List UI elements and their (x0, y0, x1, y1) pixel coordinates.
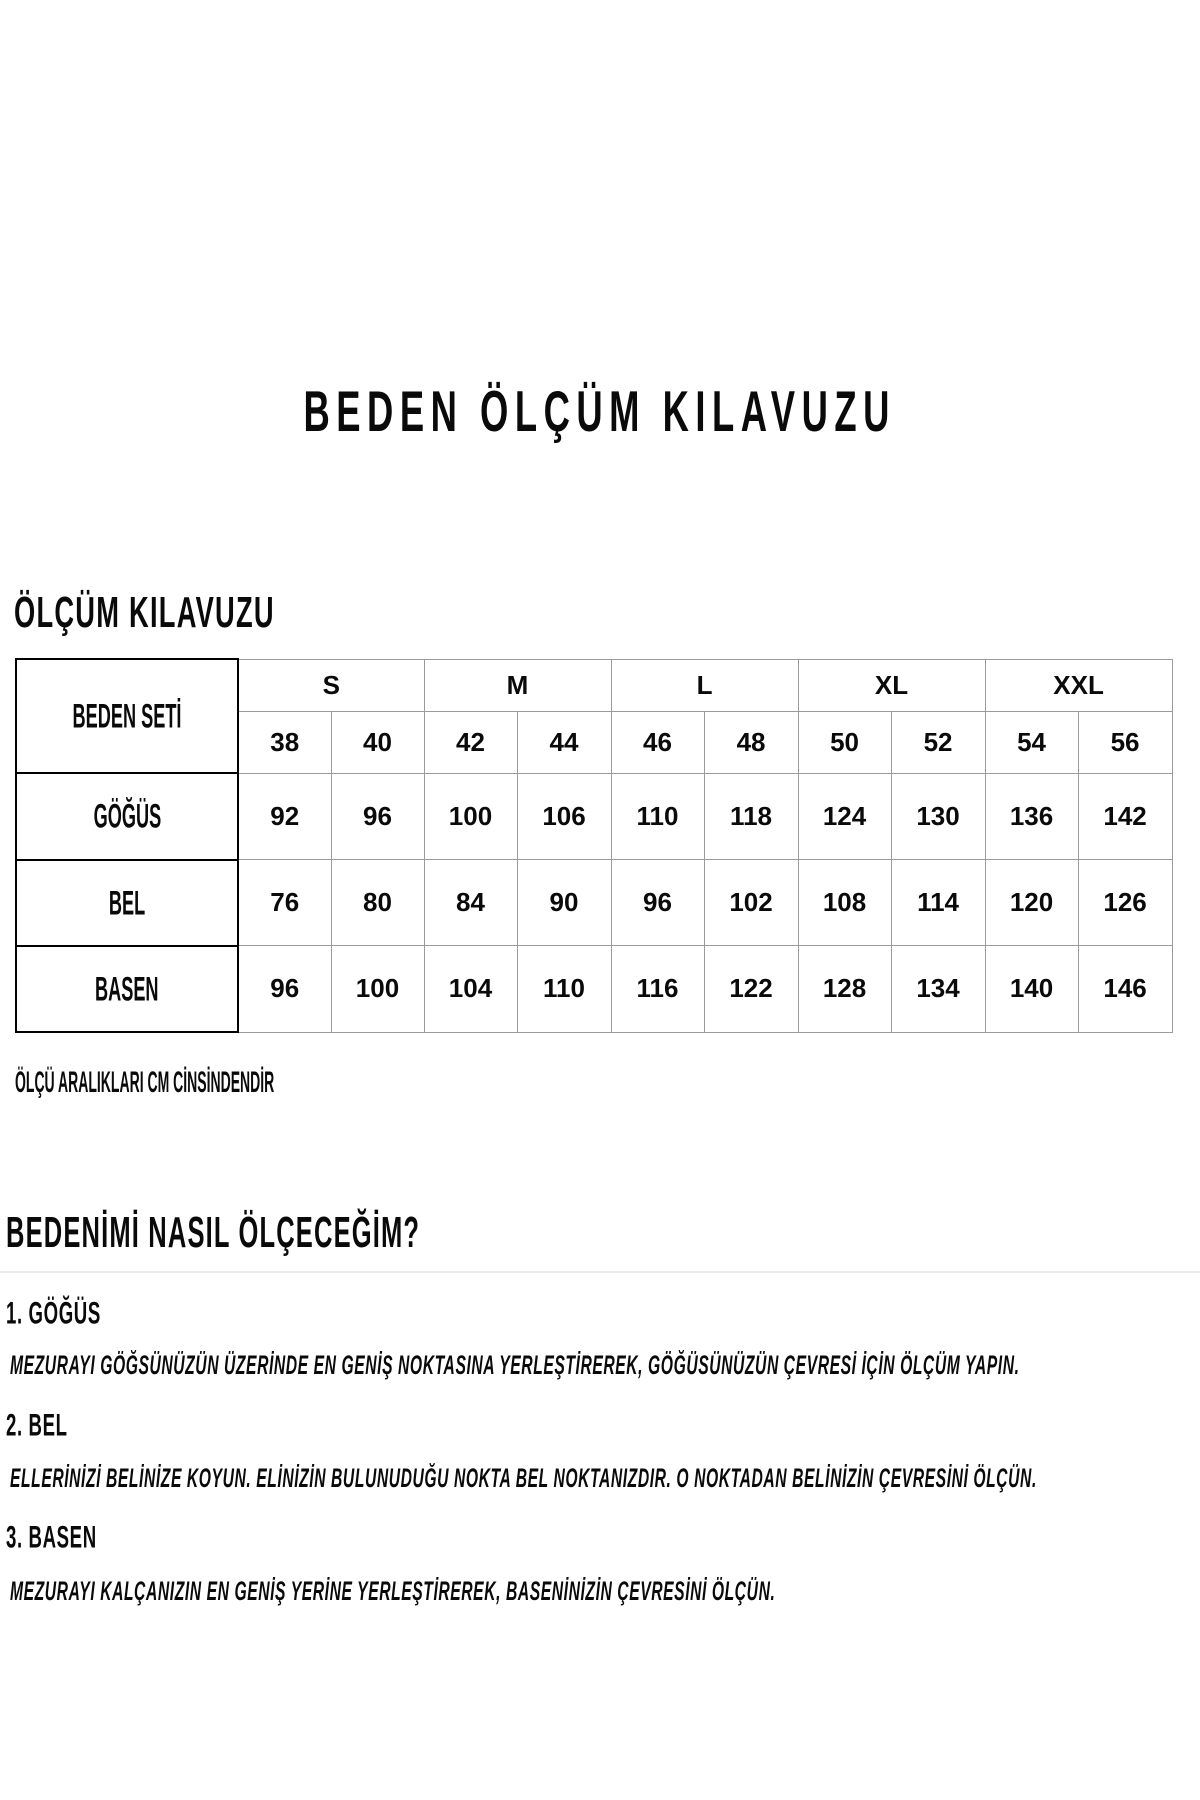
table-row-basen (16, 946, 1172, 1032)
table-row-bel (16, 860, 1172, 946)
measurement-value-cell: 102 (704, 860, 798, 946)
measurement-value-cell: 104 (424, 946, 517, 1032)
measurement-value-cell: 96 (331, 773, 424, 859)
measurement-value-cell: 130 (891, 773, 985, 859)
step-1-text: MEZURAYI GÖĞSÜNÜZÜN ÜZERİNDE EN GENİŞ NOKTASINA YERLEŞTİREREK, GÖĞÜSÜNÜZÜN ÇEVRESİ İÇİN ÖLÇÜM YAPIN. (10, 1350, 1020, 1380)
measurement-value-cell: 96 (238, 946, 331, 1032)
measurement-value-cell: 126 (1078, 860, 1172, 946)
measurement-value-cell: 110 (611, 773, 704, 859)
size-number-cell: 50 (798, 711, 891, 773)
size-number-cell: 42 (424, 711, 517, 773)
corner-cell-beden-seti: BEDEN SETİ (16, 659, 238, 773)
table-row-size-groups (16, 659, 1172, 711)
units-note: ÖLÇÜ ARALIKLARI CM CİNSİNDENDİR (15, 1066, 275, 1099)
step-2-text: ELLERİNİZİ BELİNİZE KOYUN. ELİNİZİN BULUNUDUĞU NOKTA BEL NOKTANIZDIR. O NOKTADAN BELİNİZİN ÇEVRESİNİ ÖLÇÜN. (10, 1463, 1037, 1493)
size-number-cell: 44 (517, 711, 611, 773)
measurement-value-cell: 100 (424, 773, 517, 859)
measurement-value-cell: 146 (1078, 946, 1172, 1032)
size-group-cell: M (424, 659, 611, 711)
page-title-text: BEDEN ÖLÇÜM KILAVUZU (303, 379, 897, 444)
step-3-text: MEZURAYI KALÇANIZIN EN GENİŞ YERİNE YERLEŞTİREREK, BASENİNİZİN ÇEVRESİNİ ÖLÇÜN. (10, 1576, 776, 1606)
size-group-cell: XXL (985, 659, 1172, 711)
measurement-value-cell: 114 (891, 860, 985, 946)
measurement-value-cell: 116 (611, 946, 704, 1032)
size-group-cell: L (611, 659, 798, 711)
measurement-value-cell: 118 (704, 773, 798, 859)
measurement-value-cell: 108 (798, 860, 891, 946)
row-label: GÖĞÜS (16, 773, 238, 859)
measurement-value-cell: 120 (985, 860, 1078, 946)
table-row-gogus (16, 773, 1172, 859)
measurement-value-cell: 92 (238, 773, 331, 859)
measurement-value-cell: 100 (331, 946, 424, 1032)
row-label: BASEN (16, 946, 238, 1032)
measurement-value-cell: 84 (424, 860, 517, 946)
measurement-value-cell: 128 (798, 946, 891, 1032)
step-1-title: 1. GÖĞÜS (6, 1296, 101, 1331)
size-group-cell: XL (798, 659, 985, 711)
size-number-cell: 40 (331, 711, 424, 773)
measurement-value-cell: 142 (1078, 773, 1172, 859)
measurement-value-cell: 96 (611, 860, 704, 946)
measurement-value-cell: 134 (891, 946, 985, 1032)
step-2-title: 2. BEL (6, 1408, 68, 1443)
size-number-cell: 46 (611, 711, 704, 773)
measurement-value-cell: 140 (985, 946, 1078, 1032)
row-label: BEL (16, 860, 238, 946)
size-group-cell: S (238, 659, 424, 711)
measurement-value-cell: 136 (985, 773, 1078, 859)
size-number-cell: 56 (1078, 711, 1172, 773)
size-number-cell: 52 (891, 711, 985, 773)
how-to-heading: BEDENİMİ NASIL ÖLÇECEĞİM? (6, 1208, 421, 1257)
measurement-value-cell: 76 (238, 860, 331, 946)
measurement-value-cell: 110 (517, 946, 611, 1032)
measurement-value-cell: 124 (798, 773, 891, 859)
measurement-value-cell: 90 (517, 860, 611, 946)
measurement-value-cell: 106 (517, 773, 611, 859)
size-table (15, 658, 1173, 1033)
size-number-cell: 54 (985, 711, 1078, 773)
measurement-guide-heading: ÖLÇÜM KILAVUZU (14, 588, 275, 637)
step-3-title: 3. BASEN (6, 1520, 97, 1555)
size-number-cell: 38 (238, 711, 331, 773)
page-title (0, 378, 1200, 443)
measurement-value-cell: 122 (704, 946, 798, 1032)
measurement-value-cell: 80 (331, 860, 424, 946)
size-number-cell: 48 (704, 711, 798, 773)
section-divider (0, 1271, 1200, 1273)
